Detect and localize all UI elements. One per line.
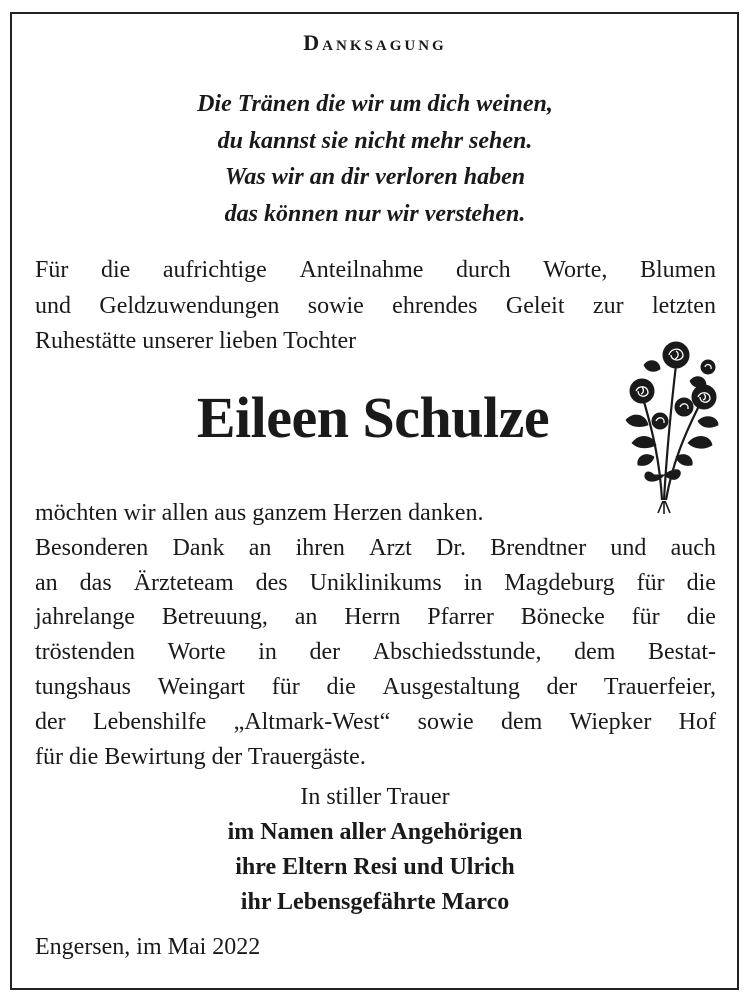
word: für xyxy=(631,604,660,631)
word: Brendtner xyxy=(490,534,587,561)
word: die xyxy=(326,673,356,700)
signature-intro: In stiller Trauer xyxy=(300,784,450,810)
word: der xyxy=(35,708,66,735)
flower-bouquet-icon xyxy=(614,325,724,515)
word: Herrn xyxy=(344,604,401,631)
poem-line: das können nur wir verstehen. xyxy=(224,200,526,227)
word: das xyxy=(79,569,112,596)
word: Weingart xyxy=(157,673,246,700)
body-line xyxy=(35,566,716,601)
word: an xyxy=(294,604,318,631)
word: Magdeburg xyxy=(504,569,615,596)
body-line xyxy=(35,600,716,635)
word: der xyxy=(546,673,578,700)
poem-line: du kannst sie nicht mehr sehen. xyxy=(217,127,533,154)
thanks-paragraph xyxy=(35,496,716,774)
body-line xyxy=(35,531,716,566)
word: letzten xyxy=(651,292,716,319)
word: in xyxy=(258,639,277,666)
body-line xyxy=(35,670,716,705)
signature-line: ihr Lebensgefährte Marco xyxy=(240,889,510,915)
word: des xyxy=(255,569,288,596)
word: Blumen xyxy=(639,257,716,283)
word: und xyxy=(610,534,647,561)
body-line xyxy=(35,635,716,670)
intro-line xyxy=(35,289,716,325)
word: für xyxy=(271,673,300,700)
word: Lebenshilfe xyxy=(93,708,207,735)
word: Betreuung, xyxy=(161,604,268,631)
word: jahrelange xyxy=(35,604,135,631)
word: Für xyxy=(35,257,69,283)
word: Bönecke xyxy=(520,604,605,631)
word: sowie xyxy=(307,292,364,319)
word: der xyxy=(309,639,341,666)
word: die xyxy=(100,257,131,283)
poem xyxy=(0,86,750,232)
word: die xyxy=(686,604,716,631)
word: in xyxy=(463,569,483,596)
word: tungshaus xyxy=(35,673,131,700)
word: Ausgestaltung xyxy=(382,673,520,700)
word: dem xyxy=(501,708,543,735)
word: Arzt xyxy=(369,534,412,561)
intro-line: Ruhestätte unserer lieben Tochter xyxy=(35,328,357,354)
word: Wiepker xyxy=(569,708,652,735)
signature-line: ihre Eltern Resi und Ulrich xyxy=(235,854,515,880)
intro-line xyxy=(35,253,716,289)
deceased-name: Eileen Schulze xyxy=(196,385,550,450)
word: für xyxy=(636,569,665,596)
word: Trauerfeier, xyxy=(603,673,716,700)
word: Geleit xyxy=(505,292,565,319)
word: an xyxy=(35,569,58,596)
word: Ärzteteam xyxy=(133,569,234,596)
word: die xyxy=(686,569,716,596)
word: ihren xyxy=(295,534,345,561)
word: an xyxy=(248,534,272,561)
word: durch xyxy=(456,257,511,283)
word: tröstenden xyxy=(35,639,135,666)
word: Uniklinikums xyxy=(309,569,442,596)
word: Dr. xyxy=(436,534,466,561)
body-line: möchten wir allen aus ganzem Herzen danken. xyxy=(35,500,484,526)
word: zur xyxy=(592,292,624,319)
body-line: für die Bewirtung der Trauergäste. xyxy=(35,743,366,770)
notice-heading: Danksagung xyxy=(303,30,447,55)
word: Pfarrer xyxy=(427,604,494,631)
signature-line: im Namen aller Angehörigen xyxy=(227,819,523,845)
word: Abschiedsstunde, xyxy=(372,639,542,666)
word: dem xyxy=(574,639,616,666)
word: Worte xyxy=(167,639,226,666)
word: sowie xyxy=(417,708,474,735)
word: Hof xyxy=(678,708,716,735)
word: Worte, xyxy=(543,257,608,283)
word: aufrichtige xyxy=(162,257,267,283)
word: Dank xyxy=(172,534,225,561)
word: Anteilnahme xyxy=(299,257,424,283)
poem-line: Die Tränen die wir um dich weinen, xyxy=(197,91,553,117)
signature-block xyxy=(0,780,750,920)
word: „Altmark-West“ xyxy=(233,708,391,735)
word: Besonderen xyxy=(35,534,149,561)
word: Geldzuwendungen xyxy=(99,292,280,319)
word: ehrendes xyxy=(392,292,478,319)
word: und xyxy=(35,292,71,319)
word: Bestat- xyxy=(648,639,716,666)
word: auch xyxy=(670,534,716,561)
place-date: Engersen, im Mai 2022 xyxy=(35,934,261,960)
body-line xyxy=(35,705,716,740)
poem-line: Was wir an dir verloren haben xyxy=(224,164,526,190)
